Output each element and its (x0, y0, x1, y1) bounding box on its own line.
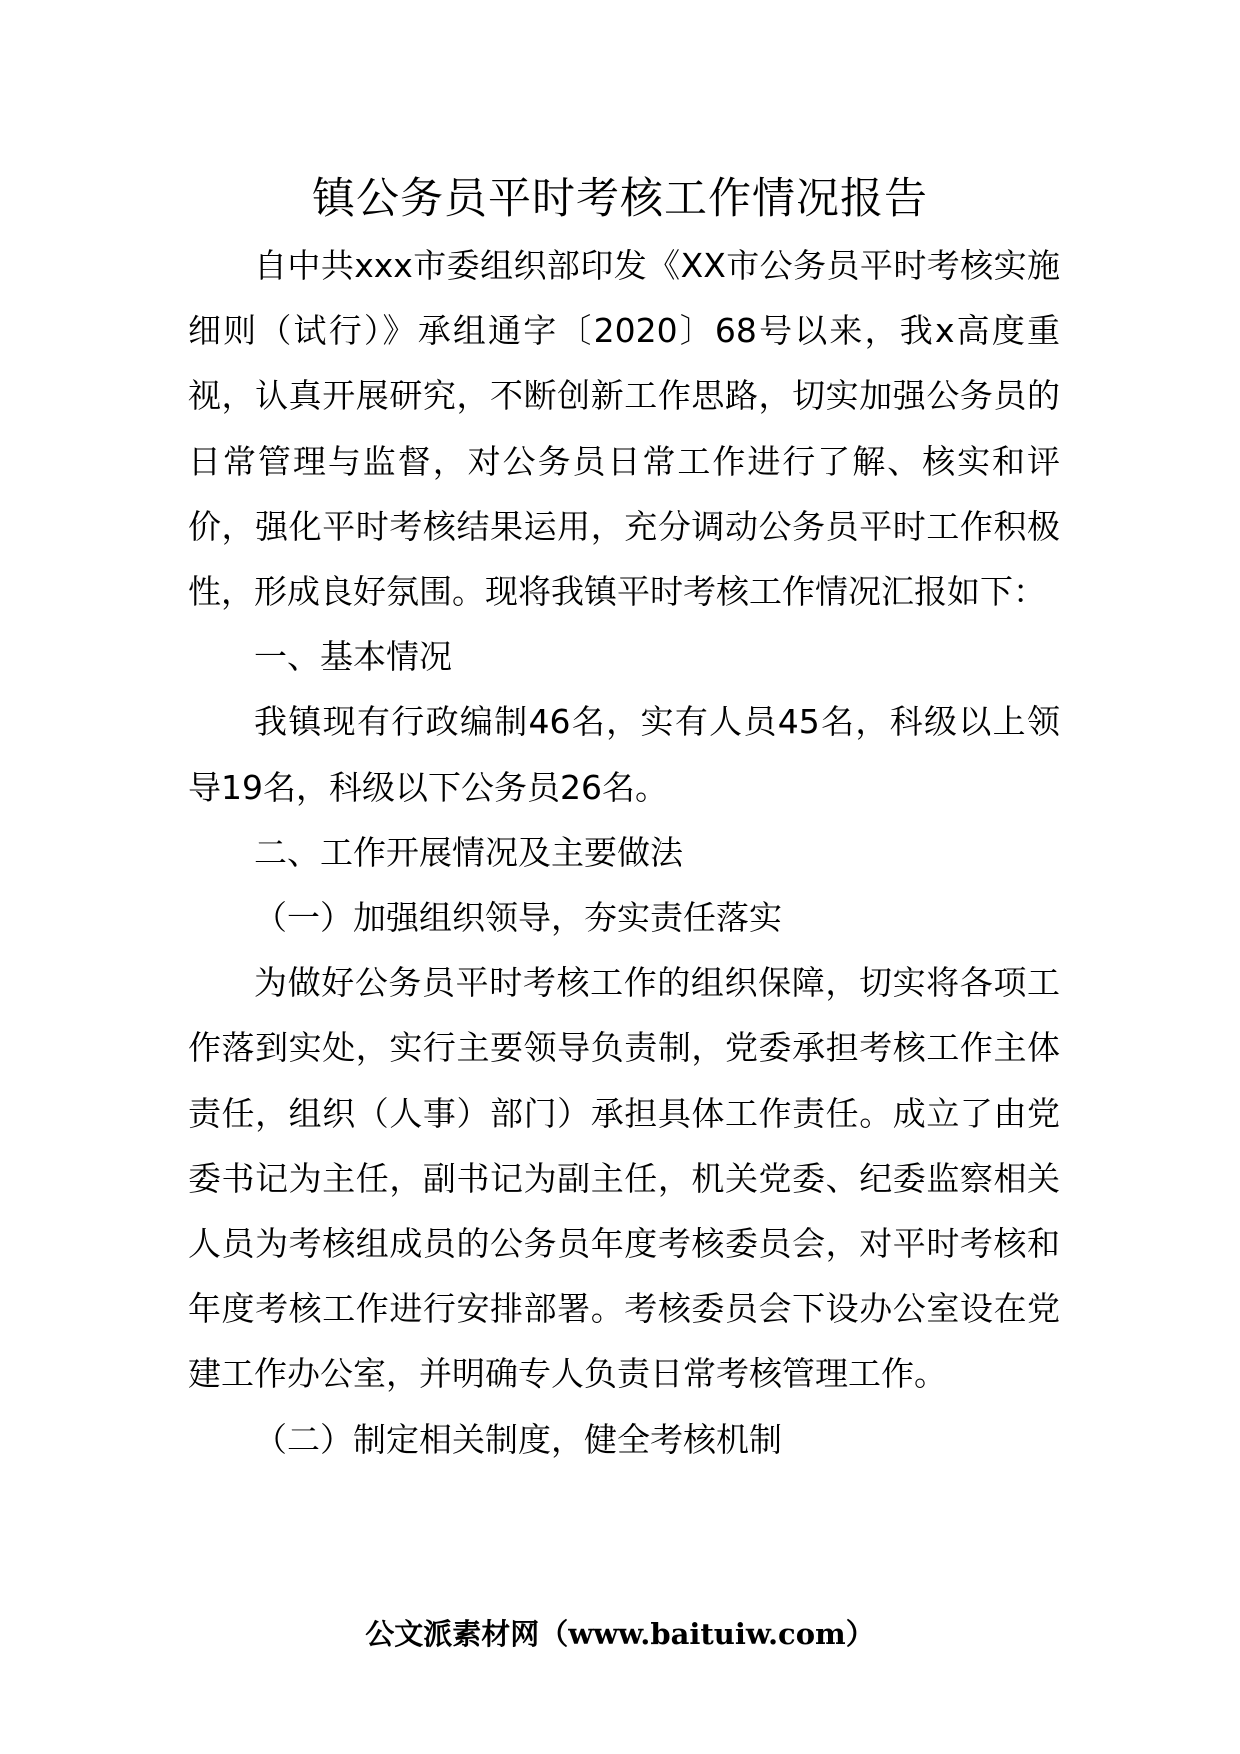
section-heading-basic-situation: 一、基本情况 (254, 637, 452, 677)
subsection-heading-system: （二）制定相关制度，健全考核机制 (254, 1419, 782, 1459)
footer-watermark: 公文派素材网（www.baituiw.com） (365, 1617, 875, 1651)
subsection-heading-organization: （一）加强组织领导，夯实责任落实 (254, 898, 782, 938)
staffing-paragraph: 我镇现有行政编制46名，实有人员45名，科级以上领导19名，科级以下公务员26名。 (188, 702, 1060, 807)
organization-paragraph: 为做好公务员平时考核工作的组织保障，切实将各项工作落到实处，实行主要领导负责制，党委承担考核工作主体责任，组织（人事）部门）承担具体工作责任。成立了由党委书记为主任，副书记为副主任，机关党委、纪委监察相关人员为考核组成员的公务员年度考核委员会，对平时考核和年度考核工作进行安排部署。考核委员会下设办公室设在党建工作办公室，并明确专人负责日常考核管理工作。 (188, 963, 1060, 1394)
section-heading-work-progress: 二、工作开展情况及主要做法 (254, 832, 683, 872)
document-title: 镇公务员平时考核工作情况报告 (312, 174, 928, 224)
intro-paragraph: 自中共xxx市委组织部印发《XX市公务员平时考核实施细则（试行）》承组通字〔2020〕68号以来，我x高度重视，认真开展研究，不断创新工作思路，切实加强公务员的日常管理与监督，对公务员日常工作进行了解、核实和评价，强化平时考核结果运用，充分调动公务员平时工作积极性，形成良好氛围。现将我镇平时考核工作情况汇报如下： (188, 246, 1060, 612)
document-body (188, 233, 1060, 1472)
